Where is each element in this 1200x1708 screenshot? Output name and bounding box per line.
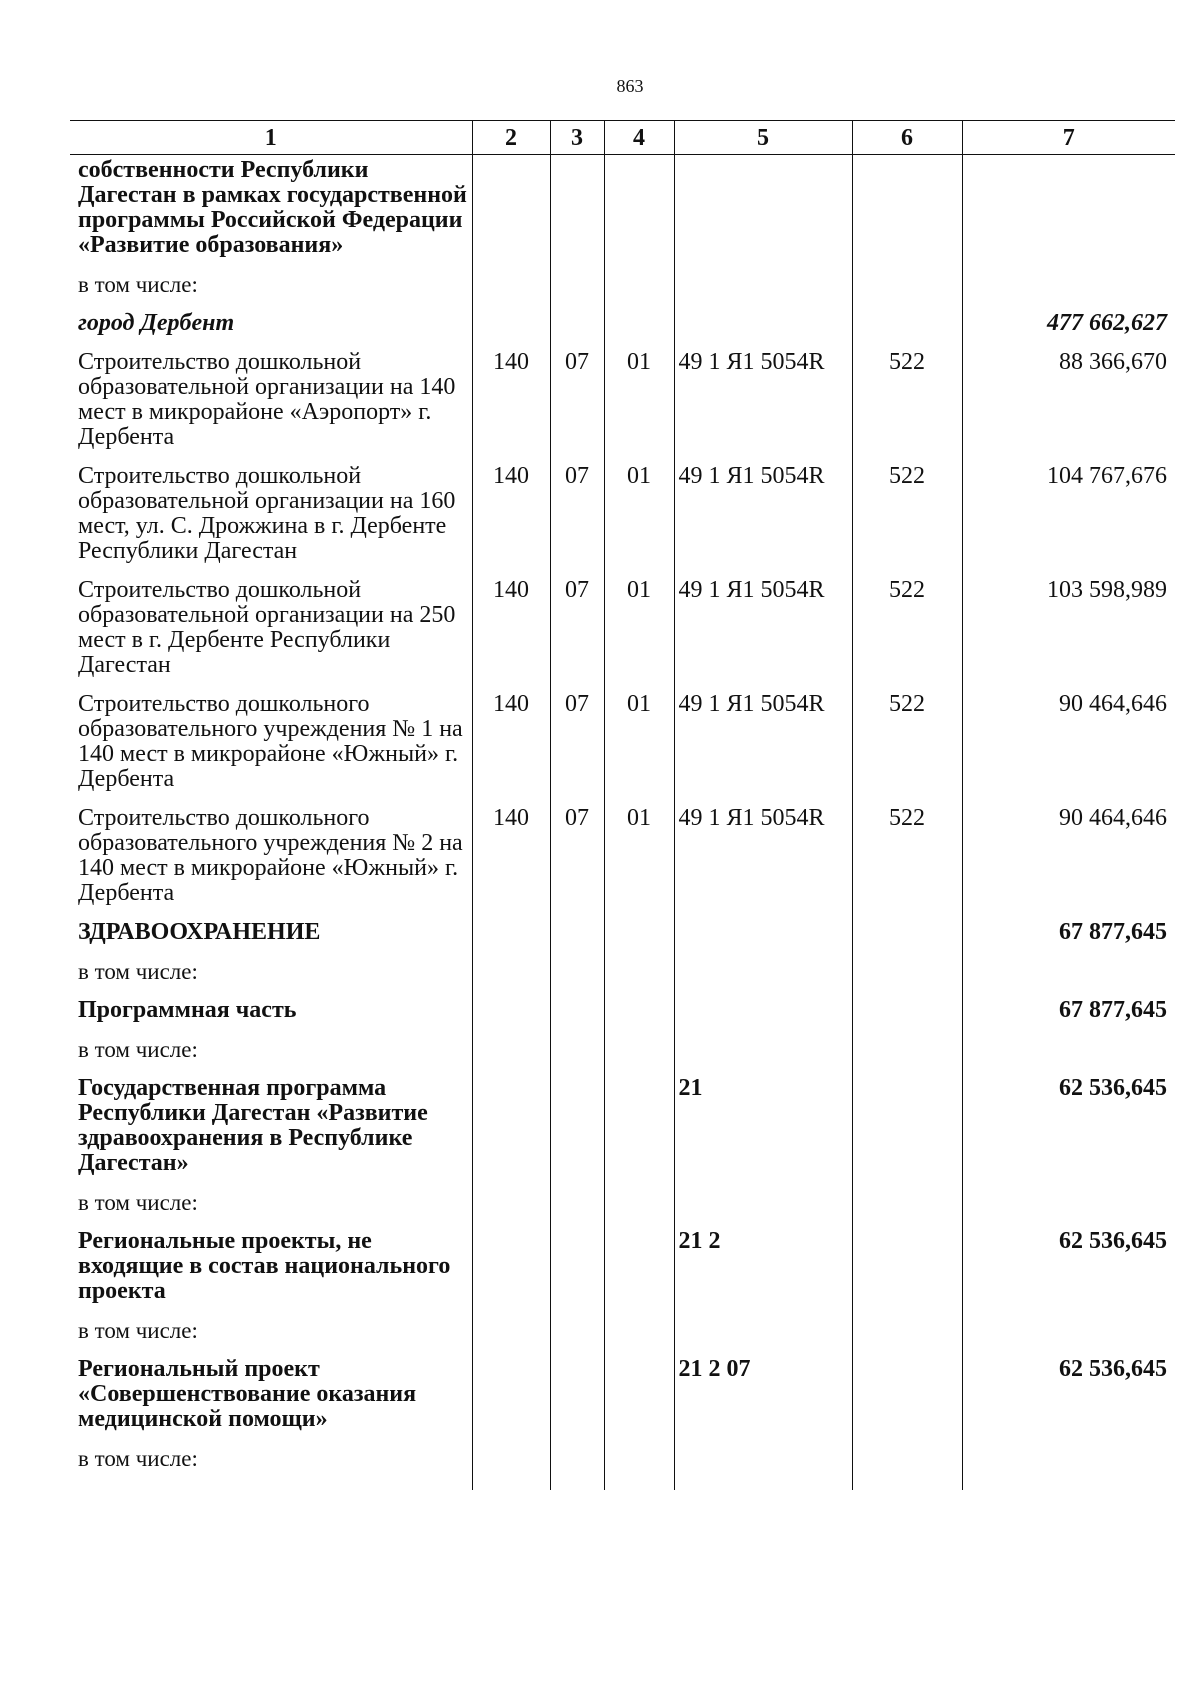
cell-col2: [472, 998, 550, 1037]
cell-col3: [550, 311, 604, 350]
cell-col3: [550, 1229, 604, 1318]
table-row: [70, 578, 1175, 692]
cell-col3: 07: [550, 464, 604, 578]
cell-amount: [962, 1037, 1175, 1076]
table-row: [70, 155, 1175, 273]
cell-col2: [472, 311, 550, 350]
cell-col5: 49 1 Я1 5054R: [674, 350, 852, 464]
cell-amount: [962, 959, 1175, 998]
cell-col4: 01: [604, 692, 674, 806]
column-header: 1: [70, 121, 472, 155]
cell-col4: 01: [604, 464, 674, 578]
cell-col4: [604, 1357, 674, 1446]
cell-amount: 103 598,989: [962, 578, 1175, 692]
row-name: Строительство дошкольной образовательной организации на 140 мест в микрорайоне «Аэропорт» г. Дербента: [78, 349, 456, 450]
cell-col6: [852, 1318, 962, 1357]
cell-col4: [604, 959, 674, 998]
cell-col4: [604, 1318, 674, 1357]
cell-col4: [604, 1037, 674, 1076]
cell-col5: [674, 920, 852, 959]
row-name: Программная часть: [78, 997, 297, 1023]
row-name: в том числе:: [78, 272, 198, 297]
table-row: [70, 1037, 1175, 1076]
cell-col5: [674, 1037, 852, 1076]
cell-col3: [550, 272, 604, 311]
cell-col6: 522: [852, 692, 962, 806]
column-header: 7: [962, 121, 1175, 155]
cell-col5: [674, 1190, 852, 1229]
cell-amount: [962, 1318, 1175, 1357]
cell-col6: 522: [852, 464, 962, 578]
cell-col3: 07: [550, 806, 604, 920]
row-name: в том числе:: [78, 959, 198, 984]
cell-col4: [604, 1190, 674, 1229]
table-header-row: [70, 121, 1175, 155]
cell-col4: [604, 1229, 674, 1318]
cell-col2: [472, 920, 550, 959]
cell-col3: [550, 1446, 604, 1490]
cell-col5: [674, 155, 852, 273]
cell-col3: [550, 1037, 604, 1076]
row-name: Строительство дошкольного образовательного учреждения № 1 на 140 мест в микрорайоне «Южный» г. Дербента: [78, 691, 463, 792]
cell-col4: 01: [604, 350, 674, 464]
cell-col2: 140: [472, 578, 550, 692]
cell-col6: [852, 1357, 962, 1446]
table-row: [70, 959, 1175, 998]
cell-col2: [472, 1318, 550, 1357]
cell-col2: [472, 1229, 550, 1318]
cell-col2: [472, 155, 550, 273]
cell-col3: [550, 1357, 604, 1446]
cell-col4: [604, 998, 674, 1037]
cell-col2: 140: [472, 350, 550, 464]
cell-col5: 49 1 Я1 5054R: [674, 692, 852, 806]
row-name: в том числе:: [78, 1446, 198, 1471]
cell-col4: [604, 920, 674, 959]
table-row: [70, 1076, 1175, 1190]
cell-col3: 07: [550, 350, 604, 464]
cell-col6: 522: [852, 806, 962, 920]
row-name: Региональный проект «Совершенствование оказания медицинской помощи»: [78, 1356, 417, 1432]
cell-col5: 21 2: [674, 1229, 852, 1318]
cell-col6: 522: [852, 350, 962, 464]
cell-col6: [852, 1076, 962, 1190]
column-header: 4: [604, 121, 674, 155]
cell-col3: [550, 959, 604, 998]
row-name: в том числе:: [78, 1318, 198, 1343]
cell-amount: [962, 1190, 1175, 1229]
table-row: [70, 1229, 1175, 1318]
cell-amount: 104 767,676: [962, 464, 1175, 578]
row-name: Региональные проекты, не входящие в состав национального проекта: [78, 1228, 451, 1304]
table-row: [70, 1446, 1175, 1490]
cell-col2: [472, 1446, 550, 1490]
cell-amount: 90 464,646: [962, 806, 1175, 920]
row-name: в том числе:: [78, 1037, 198, 1062]
cell-col4: [604, 1076, 674, 1190]
cell-col4: [604, 311, 674, 350]
cell-col6: [852, 920, 962, 959]
cell-col4: 01: [604, 806, 674, 920]
table-row: [70, 1190, 1175, 1229]
row-name: Строительство дошкольной образовательной организации на 160 мест, ул. С. Дрожжина в г. Дербенте Республики Дагестан: [78, 463, 456, 564]
cell-col2: [472, 1357, 550, 1446]
cell-col4: [604, 1446, 674, 1490]
cell-col2: 140: [472, 806, 550, 920]
cell-amount: 67 877,645: [962, 920, 1175, 959]
row-name: в том числе:: [78, 1190, 198, 1215]
table-row: [70, 1357, 1175, 1446]
cell-col2: [472, 1037, 550, 1076]
table-row: [70, 272, 1175, 311]
cell-col5: [674, 1446, 852, 1490]
cell-col5: [674, 959, 852, 998]
cell-col6: [852, 155, 962, 273]
column-header: 3: [550, 121, 604, 155]
cell-col6: [852, 1037, 962, 1076]
cell-col4: [604, 155, 674, 273]
cell-col5: 49 1 Я1 5054R: [674, 806, 852, 920]
cell-col4: [604, 272, 674, 311]
cell-amount: 90 464,646: [962, 692, 1175, 806]
table-row: [70, 311, 1175, 350]
cell-col5: 21: [674, 1076, 852, 1190]
cell-col3: [550, 1190, 604, 1229]
cell-col6: [852, 272, 962, 311]
cell-col2: 140: [472, 692, 550, 806]
table-row: [70, 1318, 1175, 1357]
cell-col5: [674, 998, 852, 1037]
cell-amount: 62 536,645: [962, 1357, 1175, 1446]
table-row: [70, 998, 1175, 1037]
cell-col6: [852, 959, 962, 998]
cell-col5: [674, 1318, 852, 1357]
cell-col3: [550, 998, 604, 1037]
cell-col3: [550, 155, 604, 273]
cell-col6: [852, 311, 962, 350]
row-name: Строительство дошкольной образовательной организации на 250 мест в г. Дербенте Республики Дагестан: [78, 577, 456, 678]
cell-amount: 62 536,645: [962, 1076, 1175, 1190]
cell-col6: [852, 1190, 962, 1229]
cell-amount: [962, 155, 1175, 273]
row-name: Государственная программа Республики Дагестан «Развитие здравоохранения в Республике Дагестан»: [78, 1075, 428, 1176]
cell-col6: [852, 1446, 962, 1490]
table-row: [70, 806, 1175, 920]
cell-col2: [472, 272, 550, 311]
column-header: 2: [472, 121, 550, 155]
row-name: ЗДРАВООХРАНЕНИЕ: [78, 919, 321, 945]
cell-col3: [550, 1076, 604, 1190]
cell-col3: [550, 1318, 604, 1357]
table-row: [70, 920, 1175, 959]
cell-col6: 522: [852, 578, 962, 692]
cell-col5: 49 1 Я1 5054R: [674, 464, 852, 578]
cell-col2: 140: [472, 464, 550, 578]
budget-table: [70, 120, 1175, 1490]
row-name: Строительство дошкольного образовательного учреждения № 2 на 140 мест в микрорайоне «Южный» г. Дербента: [78, 805, 463, 906]
cell-col5: [674, 272, 852, 311]
cell-amount: 477 662,627: [962, 311, 1175, 350]
column-header: 6: [852, 121, 962, 155]
table-row: [70, 464, 1175, 578]
cell-col6: [852, 998, 962, 1037]
cell-col3: 07: [550, 692, 604, 806]
table-row: [70, 350, 1175, 464]
cell-col5: [674, 311, 852, 350]
row-name: город Дербент: [78, 310, 235, 336]
page-number: 863: [616, 76, 644, 96]
cell-col2: [472, 959, 550, 998]
cell-col5: 21 2 07: [674, 1357, 852, 1446]
cell-amount: [962, 272, 1175, 311]
cell-col4: 01: [604, 578, 674, 692]
table-row: [70, 692, 1175, 806]
cell-col3: [550, 920, 604, 959]
column-header: 5: [674, 121, 852, 155]
cell-amount: 88 366,670: [962, 350, 1175, 464]
row-name: собственности Республики Дагестан в рамках государственной программы Российской Федерации «Развитие образования»: [78, 157, 467, 258]
cell-col2: [472, 1076, 550, 1190]
cell-col6: [852, 1229, 962, 1318]
cell-amount: 67 877,645: [962, 998, 1175, 1037]
cell-col5: 49 1 Я1 5054R: [674, 578, 852, 692]
cell-amount: 62 536,645: [962, 1229, 1175, 1318]
cell-col2: [472, 1190, 550, 1229]
cell-col3: 07: [550, 578, 604, 692]
cell-amount: [962, 1446, 1175, 1490]
